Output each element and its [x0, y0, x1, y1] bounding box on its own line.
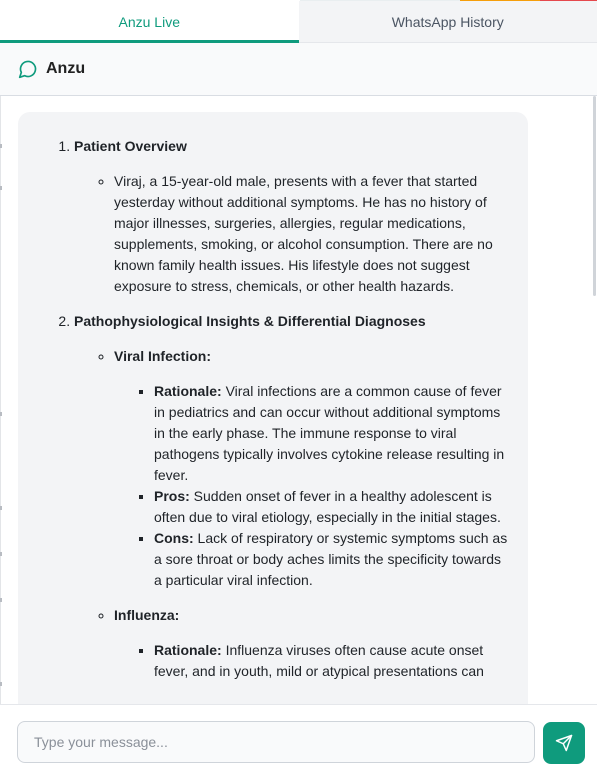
composer [0, 704, 597, 779]
diagnosis-point [154, 640, 508, 682]
point-text: Viral infections are a common cause of fever in pediatrics and can occur without additional symptoms in the early phase. The immune response to viral pathogens typically involves cytokine release resulting in fever. [154, 383, 504, 483]
left-edge-marks [0, 96, 4, 704]
diagnosis-list [74, 346, 508, 682]
chat-header [0, 43, 597, 96]
point-text: Influenza viruses often cause acute onset fever, and in youth, mild or atypical presentations can [154, 642, 484, 679]
chat-bubble-icon [18, 59, 38, 79]
section-title: Pathophysiological Insights & Differential Diagnoses [74, 313, 426, 329]
tab-whatsapp-history[interactable] [299, 1, 597, 43]
section-item [74, 311, 508, 682]
tab-whatsapp-history-label: WhatsApp History [392, 14, 504, 30]
diagnosis-name: Viral Infection: [114, 348, 211, 364]
section-title: Patient Overview [74, 138, 187, 154]
section-list [54, 136, 508, 682]
diagnosis-point [154, 486, 508, 528]
diagnosis-item [114, 605, 508, 682]
assistant-message [18, 112, 528, 704]
overview-list [74, 171, 508, 297]
chat-title: Anzu [46, 60, 85, 78]
diagnosis-points [114, 640, 508, 682]
diagnosis-points [114, 381, 508, 591]
section-item [74, 136, 508, 297]
message-input[interactable] [17, 721, 535, 763]
diagnosis-item [114, 346, 508, 591]
diagnosis-point [154, 528, 508, 591]
message-scrollbar[interactable] [593, 96, 596, 296]
point-label: Cons: [154, 530, 194, 546]
point-text: Sudden onset of fever in a healthy adolescent is often due to viral etiology, especially in the initial stages. [154, 488, 501, 525]
message-list[interactable] [0, 96, 597, 704]
overview-item: ◦ Viraj, a 15-year-old male, presents with a fever that started yesterday without additional symptoms. He has no history of major illnesses, surgeries, allergies, regular medications, supplements, smoking, or alcohol consumption. There are no known family health issues. His lifestyle does not suggest exposure to stress, chemicals, or other health hazards. [114, 171, 508, 297]
point-label: Pros: [154, 488, 190, 504]
point-text: Lack of respiratory or systemic symptoms such as a sore throat or body aches limits the specificity towards a particular viral infection. [154, 530, 507, 588]
diagnosis-point [154, 381, 508, 486]
point-label: Rationale: [154, 642, 222, 658]
diagnosis-name: Influenza: [114, 607, 179, 623]
send-icon [555, 734, 573, 752]
point-label: Rationale: [154, 383, 222, 399]
tab-bar [0, 1, 597, 43]
tab-anzu-live[interactable] [0, 1, 299, 43]
tab-anzu-live-label: Anzu Live [119, 14, 180, 30]
send-button[interactable] [543, 722, 585, 764]
